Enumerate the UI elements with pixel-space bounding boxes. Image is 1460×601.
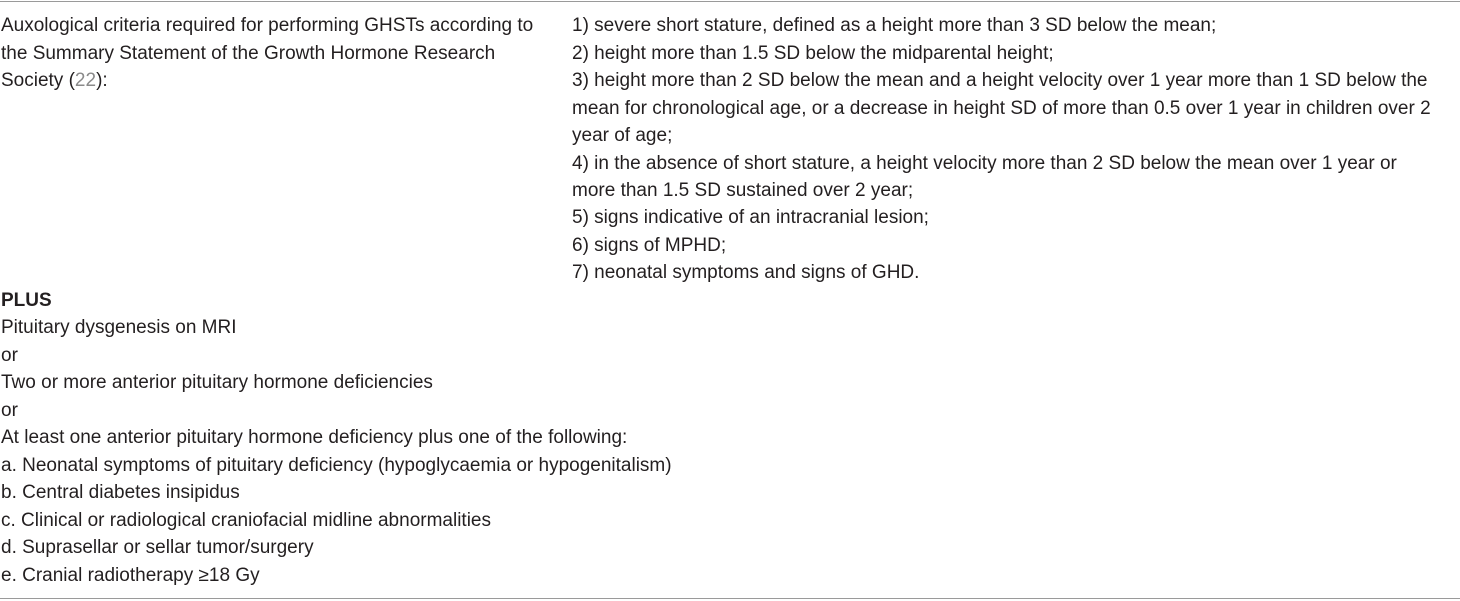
criteria-list-item: 4) in the absence of short stature, a height velocity more than 2 SD below the mean over 1 year or xyxy=(572,153,1397,174)
criteria-list-item-continued: mean for chronological age, or a decrease in height SD of more than 0.5 over 1 year in children over 2 xyxy=(572,98,1431,119)
criteria-header-line-1: Auxological criteria required for performing GHSTs according to xyxy=(1,15,534,36)
plus-sub-item: d. Suprasellar or sellar tumor/surgery xyxy=(1,537,314,558)
criteria-list-item-continued: more than 1.5 SD sustained over 2 year; xyxy=(572,180,914,201)
criteria-list-item: 6) signs of MPHD; xyxy=(572,235,727,256)
table-top-rule xyxy=(0,1,1460,2)
criteria-list-item: 1) severe short stature, defined as a height more than 3 SD below the mean; xyxy=(572,15,1217,36)
criteria-header-line-3-suffix: ): xyxy=(96,70,108,91)
criteria-list-item: 7) neonatal symptoms and signs of GHD. xyxy=(572,262,920,283)
reference-link-22[interactable]: 22 xyxy=(74,70,97,91)
criteria-list-item: 5) signs indicative of an intracranial lesion; xyxy=(572,207,929,228)
criteria-header-line-2: the Summary Statement of the Growth Hormone Research xyxy=(1,43,496,64)
criteria-list-item: 2) height more than 1.5 SD below the midparental height; xyxy=(572,43,1054,64)
plus-heading: PLUS xyxy=(1,290,52,311)
plus-sub-item: c. Clinical or radiological craniofacial midline abnormalities xyxy=(1,510,491,531)
plus-sub-item: e. Cranial radiotherapy ≥18 Gy xyxy=(1,565,260,586)
plus-sub-item: a. Neonatal symptoms of pituitary deficiency (hypoglycaemia or hypogenitalism) xyxy=(1,455,672,476)
criteria-header-line-3-prefix: Society ( xyxy=(1,70,75,91)
plus-option-deficiencies: Two or more anterior pituitary hormone deficiencies xyxy=(1,372,433,393)
plus-option-mri: Pituitary dysgenesis on MRI xyxy=(1,317,237,338)
criteria-list-item-continued: year of age; xyxy=(572,125,673,146)
table-bottom-rule xyxy=(0,598,1460,599)
criteria-header-line-3 xyxy=(1,67,108,94)
plus-sub-item: b. Central diabetes insipidus xyxy=(1,482,240,503)
criteria-list-item: 3) height more than 2 SD below the mean and a height velocity over 1 year more than 1 SD below the xyxy=(572,70,1428,91)
plus-option-single-deficiency: At least one anterior pituitary hormone deficiency plus one of the following: xyxy=(1,427,628,448)
plus-or-separator: or xyxy=(1,345,18,366)
plus-or-separator: or xyxy=(1,400,18,421)
